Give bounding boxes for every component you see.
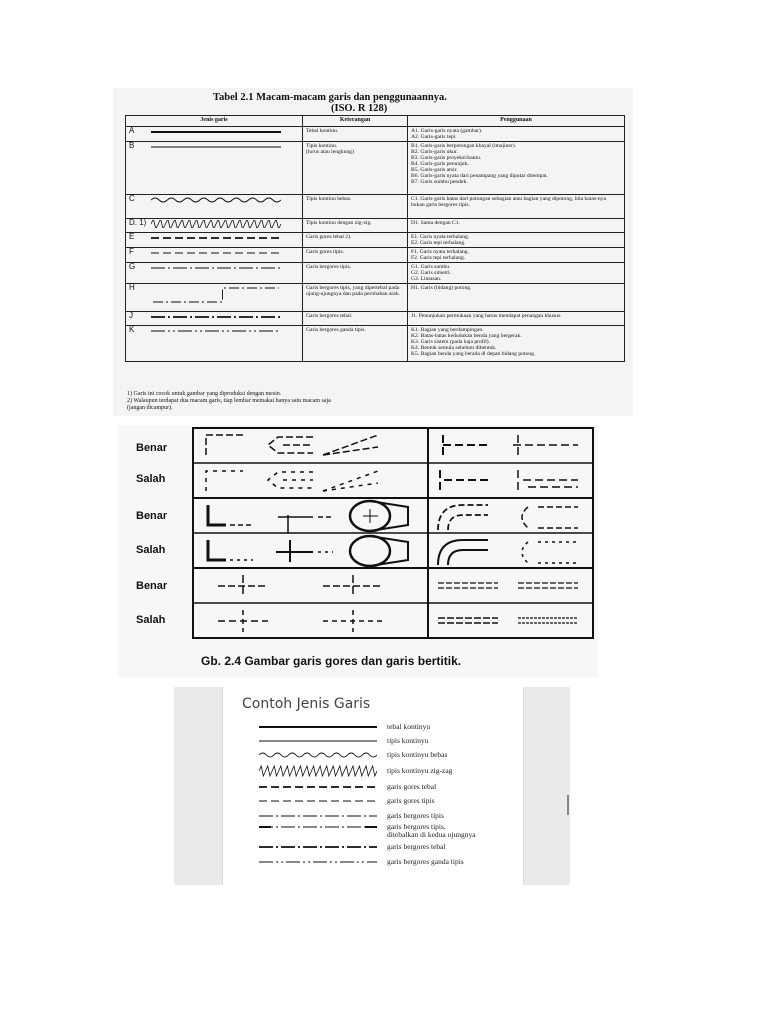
line-code: K xyxy=(129,325,135,334)
line-code: G xyxy=(129,262,136,271)
figure-caption: Gb. 2.4 Gambar garis gores dan garis bertitik. xyxy=(201,654,462,668)
line-code: A xyxy=(129,126,135,135)
example-label: garis bergores tebal xyxy=(387,842,446,851)
row-label-benar-1: Benar xyxy=(136,442,168,454)
line-code: H xyxy=(129,283,135,292)
table-row xyxy=(126,312,625,326)
table-row xyxy=(126,219,625,233)
usage-cell: D1. Sama dengan C1. xyxy=(408,219,625,233)
description-cell: Garis bergores tipis, yang dipertebal pada ujung-ujungnya dan pada perobahan arah. xyxy=(303,284,408,312)
line-sample xyxy=(151,196,281,204)
footnote-3: (jangan dicampur). xyxy=(127,405,173,411)
line-examples-panel xyxy=(174,687,570,885)
example-label: tipis kontinyu zig-zag xyxy=(387,766,453,775)
example-label: tipis kontinyu xyxy=(387,736,429,745)
example-line-wavy xyxy=(259,749,377,761)
line-type-cell xyxy=(126,284,303,312)
table-row xyxy=(126,248,625,263)
line-sample xyxy=(151,234,281,242)
usage-cell: G1. Garis sumbu. G2. Garis simetri. G3. Lintasan. xyxy=(408,263,625,284)
row-label-salah-3: Salah xyxy=(136,614,166,626)
row-label-salah-2: Salah xyxy=(136,544,166,556)
row-label-salah-1: Salah xyxy=(136,473,166,485)
usage-cell: A1. Garis-garis nyata (gambar). A2. Garis-garis tepi. xyxy=(408,127,625,142)
line-sample xyxy=(151,327,281,335)
description-cell: Garis bergores ganda tipis. xyxy=(303,326,408,362)
line-type-cell xyxy=(126,142,303,195)
line-code: C xyxy=(129,194,135,203)
description-cell: Tipis kontinu bebas. xyxy=(303,195,408,219)
line-sample xyxy=(151,128,281,136)
description-cell: Garis bergores tebal. xyxy=(303,312,408,326)
example-line-zigzag xyxy=(259,765,377,777)
scrollbar[interactable] xyxy=(567,795,569,815)
line-type-cell xyxy=(126,263,303,284)
table-row xyxy=(126,284,625,312)
examples-heading: Contoh Jenis Garis xyxy=(242,696,371,712)
description-cell: Garis gores tebal 2). xyxy=(303,233,408,248)
line-type-cell xyxy=(126,127,303,142)
table-row xyxy=(126,263,625,284)
usage-cell: J1. Penunjukan permukaan yang harus mendapat penangan khusus. xyxy=(408,312,625,326)
row-label-benar-3: Benar xyxy=(136,580,168,592)
line-code: J xyxy=(129,311,133,320)
line-type-cell xyxy=(126,233,303,248)
line-type-cell xyxy=(126,326,303,362)
example-line-dash-thin xyxy=(259,795,377,807)
footnote-2: 2) Walaupun terdapat dua macam garis, tiap lembar memakai hanya satu macam saja xyxy=(127,398,331,404)
line-sample xyxy=(151,313,281,321)
table-row xyxy=(126,195,625,219)
usage-cell: H1. Garis (bidang) potong. xyxy=(408,284,625,312)
example-line-chain-thick xyxy=(259,841,377,853)
example-line-dash-thick xyxy=(259,781,377,793)
example-label: tebal kontinyu xyxy=(387,722,431,731)
description-cell: Garis gores tipis. xyxy=(303,248,408,263)
usage-cell: E1. Garis nyata terhalang. E2. Garis tepi terhalang. xyxy=(408,233,625,248)
line-code: F xyxy=(129,247,134,256)
line-sample xyxy=(151,285,281,305)
example-line-thick xyxy=(259,721,377,733)
usage-cell: F1. Garis nyata terhalang. F2. Garis tepi terhalang. xyxy=(408,248,625,263)
example-label: garis gores tipis xyxy=(387,796,435,805)
example-label: garis bergores tipis xyxy=(387,811,444,820)
line-code: D. 1) xyxy=(129,218,147,227)
footnote-1: 1) Garis ini cocok untuk gambar yang diproduksi dengan mesin. xyxy=(127,391,282,397)
line-type-cell xyxy=(126,195,303,219)
line-type-cell xyxy=(126,248,303,263)
line-sample xyxy=(151,264,281,272)
line-code: B xyxy=(129,141,135,150)
correct-wrong-figure-panel xyxy=(118,425,598,677)
line-examples-drawing xyxy=(118,425,598,651)
example-label: garis bergores ganda tipis xyxy=(387,857,464,866)
line-examples-card xyxy=(222,687,524,885)
line-types-table xyxy=(125,115,625,362)
line-sample xyxy=(151,220,281,228)
usage-cell: B1. Garis-garis berpotongan khayal (imajiner). B2. Garis-garis ukur. B3. Garis-garis proyeksi/bantu. B4. Garis-garis penunjuk. B5. Garis-garis arsir. B6. Garis-garis nyata dari penampang yang diputar ditempat. B7. Garis sumbu pendek. xyxy=(408,142,625,195)
example-line-thin xyxy=(259,735,377,747)
table-row xyxy=(126,142,625,195)
example-line-double-chain xyxy=(259,856,377,868)
example-line-chain-ends xyxy=(259,821,377,833)
example-label: tipis kontinyu bebas xyxy=(387,750,448,759)
line-sample xyxy=(151,143,281,151)
table-row xyxy=(126,233,625,248)
row-label-benar-2: Benar xyxy=(136,510,168,522)
line-type-cell xyxy=(126,219,303,233)
example-label: garis bergores tipis, ditebalkan di kedua ujungnya xyxy=(387,822,476,839)
line-code: E xyxy=(129,232,135,241)
usage-cell: K1. Bagian yang berdampingan. K2. Batas-batas kedudukan benda yang bergerak. K3. Garis sistem (pada baja profil). K4. Bentuk semula sebelum dibentuk. K5. Bagian benda yang berada di depan bidang potong. xyxy=(408,326,625,362)
line-types-table-panel xyxy=(113,88,633,416)
description-cell: Tebal kontinu. xyxy=(303,127,408,142)
usage-cell: C1. Garis-garis batas dari potongan sebagian atau bagian yang dipotong, bila batas-nya bukan garis bergores tipis. xyxy=(408,195,625,219)
table-row xyxy=(126,326,625,362)
example-label: garis gores tebal xyxy=(387,782,437,791)
description-cell: Tipis kontinu dengan zig-zig. xyxy=(303,219,408,233)
description-cell: Tipis kontinu. (lurus atau lengkung) xyxy=(303,142,408,195)
header-penggunaan: Penggunaan xyxy=(408,116,625,127)
table-title: Tabel 2.1 Macam-macam garis dan penggunaannya. xyxy=(213,92,447,103)
line-type-cell xyxy=(126,312,303,326)
header-jenis-garis: Jenis garis xyxy=(126,116,303,127)
table-row xyxy=(126,127,625,142)
line-sample xyxy=(151,249,281,257)
table-subtitle: (ISO. R 128) xyxy=(331,103,388,114)
header-keterangan: Keterangan xyxy=(303,116,408,127)
description-cell: Garis bergores tipis. xyxy=(303,263,408,284)
